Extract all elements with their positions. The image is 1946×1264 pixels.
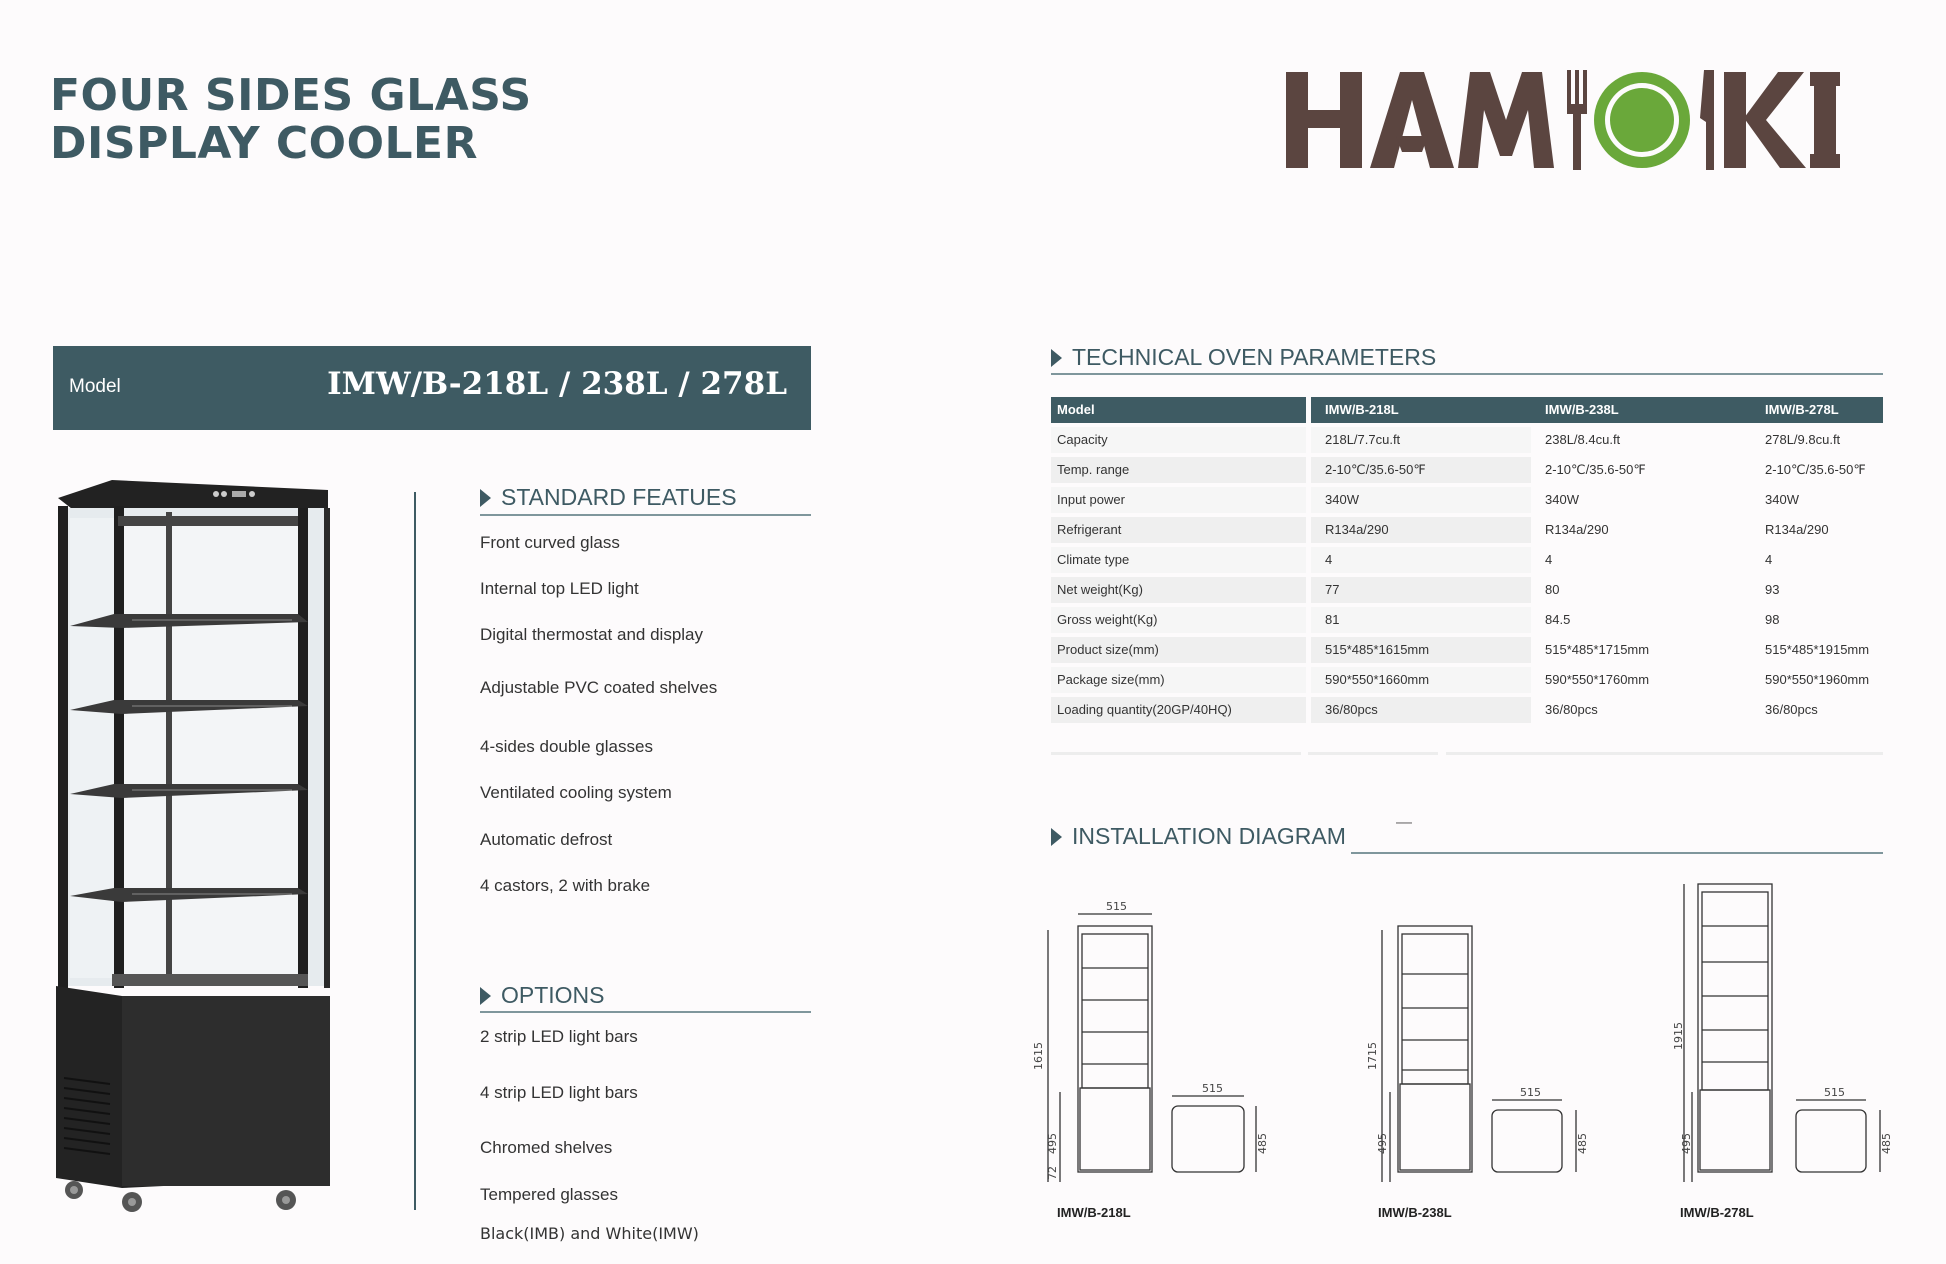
dim-depth-width-text: 515 (1520, 1086, 1541, 1099)
table-row (1051, 517, 1883, 543)
table-cell: 36/80pcs (1311, 697, 1531, 723)
product-cooler-image (52, 478, 334, 1220)
table-cell: 340W (1765, 492, 1799, 507)
table-cell: 36/80pcs (1545, 702, 1598, 717)
model-value: IMW/B-218L / 238L / 278L (327, 366, 787, 402)
table-row (1051, 487, 1883, 513)
table-cell: 2-10℃/35.6-50℉ (1545, 462, 1646, 477)
table-row (1051, 697, 1883, 723)
table-row-label: Input power (1051, 487, 1306, 513)
table-cell: 218L/7.7cu.ft (1311, 427, 1531, 453)
table-cell: 36/80pcs (1765, 702, 1818, 717)
feature-item: Automatic defrost (480, 830, 613, 849)
dim-depth-text: 485 (1576, 1133, 1589, 1154)
table-cell: 4 (1545, 552, 1553, 567)
table-row-label: Loading quantity(20GP/40HQ) (1051, 697, 1306, 723)
dim-height-text: 1915 (1672, 1022, 1685, 1050)
diagram-label: IMW/B-238L (1378, 1205, 1452, 1220)
triangle-bullet-icon (1051, 349, 1062, 367)
page-title: FOUR SIDES GLASS DISPLAY COOLER (50, 70, 532, 169)
standard-features-heading: STANDARD FEATUES (480, 484, 737, 511)
table-cell: 2-10℃/35.6-50℉ (1311, 457, 1531, 483)
option-item: Tempered glasses (480, 1185, 618, 1204)
feature-item: Ventilated cooling system (480, 783, 672, 802)
dim-depth-width-text: 515 (1824, 1086, 1845, 1099)
table-cell: 4 (1765, 552, 1773, 567)
table-bottom-rule (1308, 752, 1438, 755)
table-row (1051, 577, 1883, 603)
divider-line (414, 492, 416, 1210)
table-cell: 98 (1765, 612, 1780, 627)
dim-width-text: 515 (1106, 900, 1127, 913)
dim-depth-text: 485 (1256, 1133, 1269, 1154)
table-cell: 515*485*1615mm (1311, 637, 1531, 663)
table-row-label: Gross weight(Kg) (1051, 607, 1306, 633)
dim-depth-text: 485 (1880, 1133, 1893, 1154)
options-heading: OPTIONS (480, 982, 605, 1009)
heading-dash: — (1396, 814, 1412, 831)
model-bar (53, 346, 811, 430)
table-cell: 2-10℃/35.6-50℉ (1765, 462, 1866, 477)
option-item: Black(IMB) and White(IMW) (480, 1224, 699, 1243)
option-item: 2 strip LED light bars (480, 1027, 638, 1046)
table-bottom-rule (1051, 752, 1301, 755)
table-header-cell: IMW/B-238L (1531, 397, 1751, 423)
dim-foot-text: 72 (1046, 1166, 1059, 1180)
table-row (1051, 607, 1883, 633)
table-cell: R134a/290 (1545, 522, 1609, 537)
table-cell: 590*550*1760mm (1545, 672, 1650, 687)
feature-item: 4 castors, 2 with brake (480, 876, 651, 895)
table-cell: 340W (1545, 492, 1579, 507)
table-cell: 4 (1311, 547, 1531, 573)
hamoki-logo (1284, 60, 1854, 180)
table-cell: R134a/290 (1311, 517, 1531, 543)
installation-diagram-heading: INSTALLATION DIAGRAM (1051, 823, 1346, 850)
table-cell: 590*550*1660mm (1311, 667, 1531, 693)
feature-item: Digital thermostat and display (480, 625, 704, 644)
table-row (1051, 667, 1883, 693)
table-header-cell: IMW/B-278L (1751, 397, 1883, 423)
table-cell: 590*550*1960mm (1765, 672, 1870, 687)
diagram-label: IMW/B-218L (1057, 1205, 1131, 1220)
technical-parameters-rule (1051, 373, 1883, 375)
table-header-cell: Model (1051, 397, 1306, 423)
triangle-bullet-icon (1051, 828, 1062, 846)
table-row (1051, 457, 1883, 483)
installation-drawings (1030, 870, 1900, 1240)
table-row-label: Package size(mm) (1051, 667, 1306, 693)
installation-diagram-rule (1351, 852, 1883, 854)
table-cell: R134a/290 (1765, 522, 1829, 537)
table-row (1051, 547, 1883, 573)
table-header-cell: IMW/B-218L (1311, 397, 1531, 423)
feature-item: Adjustable PVC coated shelves (480, 678, 718, 697)
table-cell: 515*485*1915mm (1765, 642, 1870, 657)
model-label: Model (69, 376, 121, 397)
table-cell: 77 (1311, 577, 1531, 603)
table-cell: 93 (1765, 582, 1780, 597)
table-cell: 238L/8.4cu.ft (1545, 432, 1621, 447)
diagram-label: IMW/B-278L (1680, 1205, 1754, 1220)
dim-base-text: 495 (1046, 1133, 1059, 1154)
dim-base-text: 495 (1376, 1133, 1389, 1154)
table-row (1051, 427, 1883, 453)
standard-features-rule (480, 514, 811, 516)
technical-parameters-heading: TECHNICAL OVEN PARAMETERS (1051, 344, 1436, 371)
table-row-label: Refrigerant (1051, 517, 1306, 543)
dim-height-text: 1715 (1366, 1042, 1379, 1070)
table-bottom-rule (1446, 752, 1883, 755)
table-header-row (1051, 397, 1883, 423)
table-row-label: Climate type (1051, 547, 1306, 573)
option-item: 4 strip LED light bars (480, 1083, 638, 1102)
table-cell: 278L/9.8cu.ft (1765, 432, 1841, 447)
feature-item: 4-sides double glasses (480, 737, 653, 756)
table-cell: 340W (1311, 487, 1531, 513)
table-row-label: Net weight(Kg) (1051, 577, 1306, 603)
feature-item: Internal top LED light (480, 579, 639, 598)
triangle-bullet-icon (480, 489, 491, 507)
feature-item: Front curved glass (480, 533, 620, 552)
table-cell: 81 (1311, 607, 1531, 633)
triangle-bullet-icon (480, 987, 491, 1005)
dim-base-text: 495 (1680, 1133, 1693, 1154)
table-cell: 515*485*1715mm (1545, 642, 1650, 657)
table-row (1051, 637, 1883, 663)
table-row-label: Capacity (1051, 427, 1306, 453)
table-cell: 80 (1545, 582, 1560, 597)
table-row-label: Temp. range (1051, 457, 1306, 483)
dim-depth-width-text: 515 (1202, 1082, 1223, 1095)
parameters-table (1051, 397, 1883, 727)
table-cell: 84.5 (1545, 612, 1571, 627)
options-rule (480, 1011, 811, 1013)
table-row-label: Product size(mm) (1051, 637, 1306, 663)
option-item: Chromed shelves (480, 1138, 613, 1157)
dim-height-text: 1615 (1032, 1042, 1045, 1070)
